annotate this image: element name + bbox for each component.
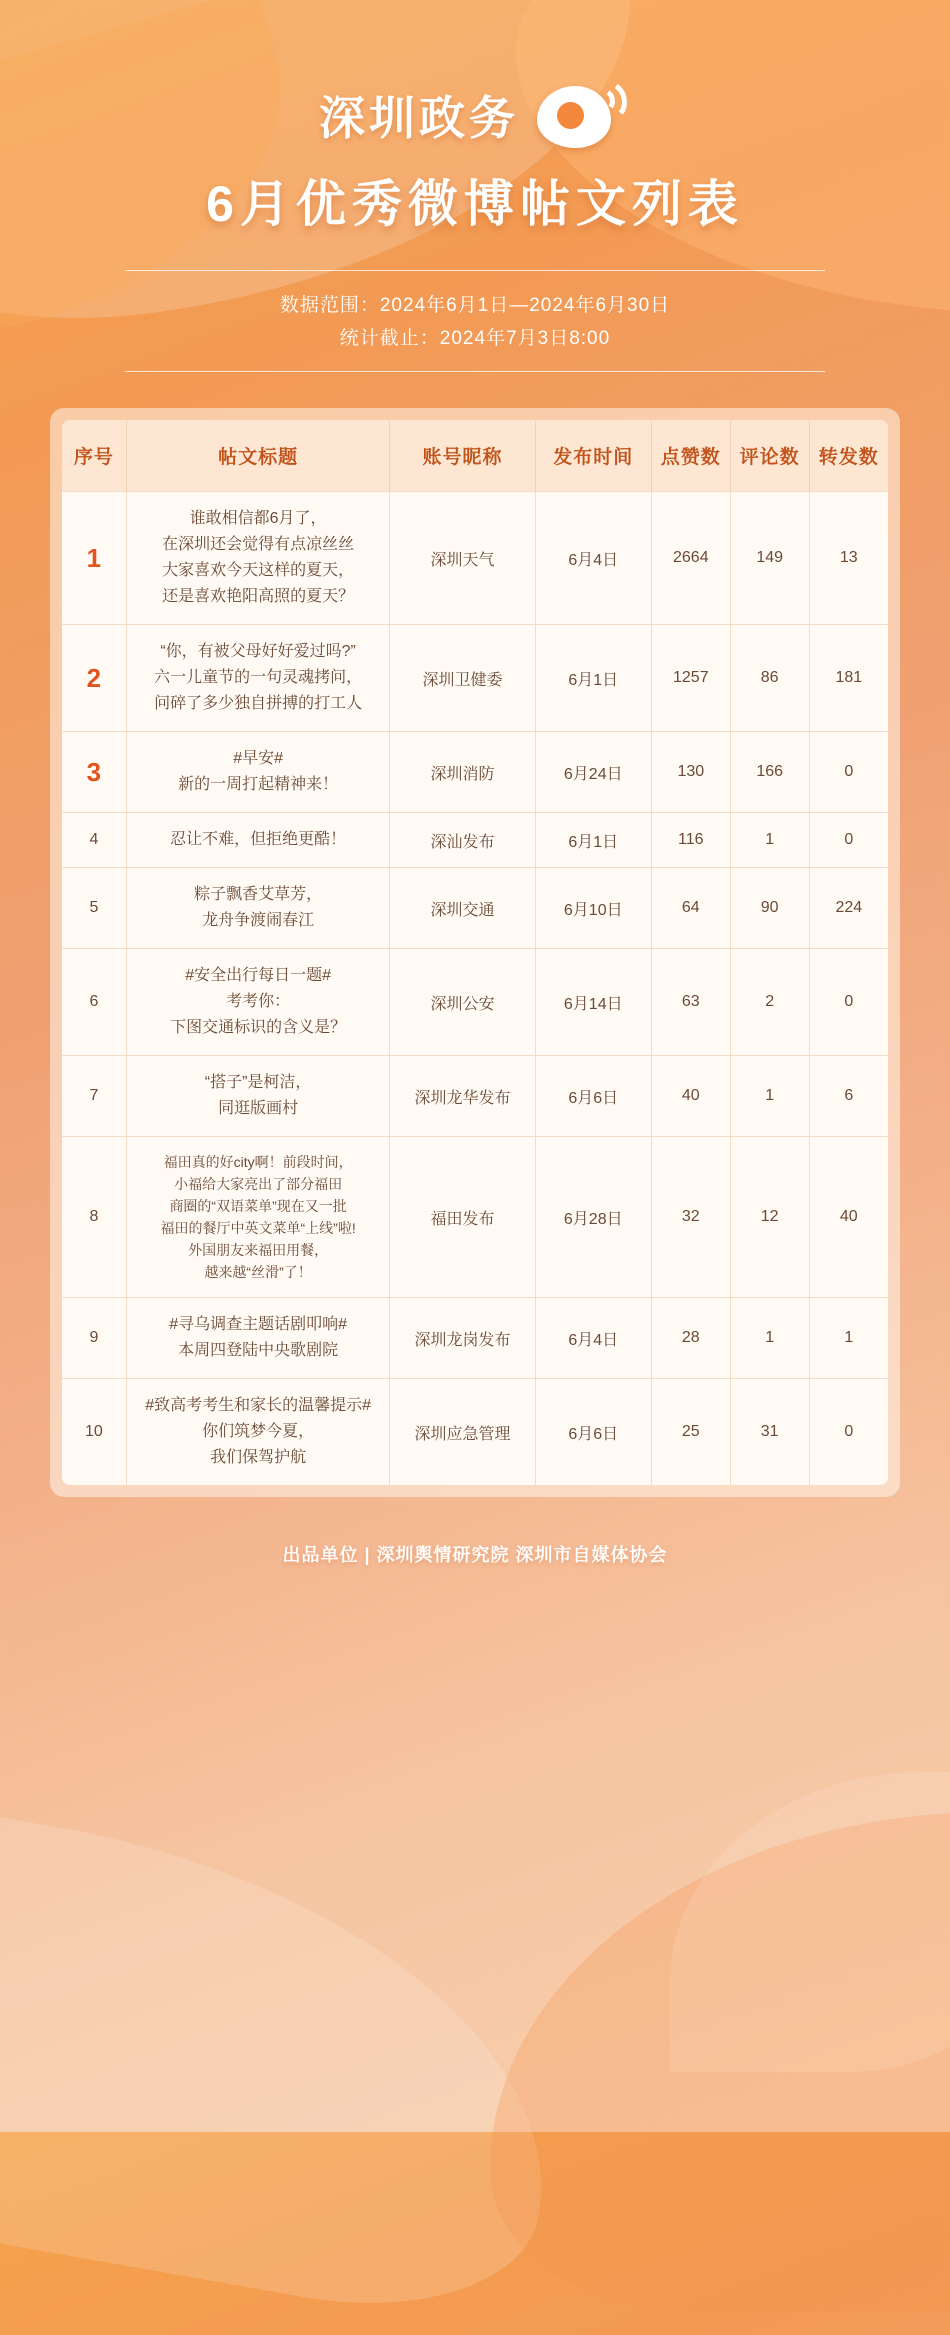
- column-header-date: 发布时间: [535, 420, 651, 492]
- cell-account-name: 深圳卫健委: [390, 625, 535, 732]
- cell-publish-date: 6月6日: [535, 1379, 651, 1486]
- cell-rank: 10: [62, 1379, 126, 1486]
- cell-account-name: 深圳应急管理: [390, 1379, 535, 1486]
- cell-rank: 7: [62, 1056, 126, 1137]
- cell-comments-count: 166: [730, 732, 809, 813]
- cell-post-title: “搭子”是柯洁， 同逛版画村: [126, 1056, 390, 1137]
- cell-reposts-count: 40: [809, 1137, 888, 1298]
- posts-table: [62, 420, 888, 1485]
- cell-post-title: 福田真的好city啊！前段时间， 小福给大家亮出了部分福田 商圈的“双语菜单”现在又一批 福田的餐厅中英文菜单“上线”啦! 外国朋友来福田用餐， 越来越“丝滑”了！: [126, 1137, 390, 1298]
- table-card: [50, 408, 900, 1497]
- poster-header: [0, 0, 950, 372]
- page-title: 深圳政务: [319, 92, 519, 144]
- cell-rank: 5: [62, 868, 126, 949]
- cell-reposts-count: 0: [809, 949, 888, 1056]
- cell-publish-date: 6月1日: [535, 813, 651, 868]
- cell-post-title: 粽子飘香艾草芳， 龙舟争渡闹春江: [126, 868, 390, 949]
- cell-post-title: 谁敢相信都6月了， 在深圳还会觉得有点凉丝丝 大家喜欢今天这样的夏天， 还是喜欢艳阳高照的夏天？: [126, 492, 390, 625]
- cell-account-name: 深圳公安: [390, 949, 535, 1056]
- cell-comments-count: 12: [730, 1137, 809, 1298]
- cell-account-name: 深圳龙华发布: [390, 1056, 535, 1137]
- cell-rank: 3: [62, 732, 126, 813]
- cell-reposts-count: 0: [809, 1379, 888, 1486]
- poster-footer: 出品单位 | 深圳舆情研究院 深圳市自媒体协会: [282, 1545, 668, 1565]
- cell-comments-count: 149: [730, 492, 809, 625]
- cell-post-title: #致高考考生和家长的温馨提示# 你们筑梦今夏， 我们保驾护航: [126, 1379, 390, 1486]
- title-row: [0, 78, 950, 152]
- cell-comments-count: 86: [730, 625, 809, 732]
- cell-likes-count: 28: [651, 1298, 730, 1379]
- page-subtitle: 6月优秀微博帖文列表: [206, 176, 744, 232]
- table-header-row: [62, 420, 888, 492]
- data-range-text: 数据范围：2024年6月1日—2024年6月30日: [279, 295, 671, 316]
- cell-comments-count: 1: [730, 1056, 809, 1137]
- cell-likes-count: 2664: [651, 492, 730, 625]
- cell-account-name: 福田发布: [390, 1137, 535, 1298]
- cell-account-name: 深圳龙岗发布: [390, 1298, 535, 1379]
- table-row: [62, 1137, 888, 1298]
- cell-reposts-count: 0: [809, 813, 888, 868]
- cell-comments-count: 90: [730, 868, 809, 949]
- cell-publish-date: 6月1日: [535, 625, 651, 732]
- cell-reposts-count: 6: [809, 1056, 888, 1137]
- cell-likes-count: 116: [651, 813, 730, 868]
- table-row: [62, 949, 888, 1056]
- table-body: [62, 492, 888, 1486]
- cell-reposts-count: 0: [809, 732, 888, 813]
- cell-account-name: 深圳天气: [390, 492, 535, 625]
- table-row: [62, 732, 888, 813]
- table-row: [62, 492, 888, 625]
- cell-reposts-count: 13: [809, 492, 888, 625]
- cell-post-title: #早安# 新的一周打起精神来！: [126, 732, 390, 813]
- column-header-comments: 评论数: [730, 420, 809, 492]
- cell-likes-count: 130: [651, 732, 730, 813]
- cell-publish-date: 6月6日: [535, 1056, 651, 1137]
- cell-reposts-count: 1: [809, 1298, 888, 1379]
- table-row: [62, 1298, 888, 1379]
- meta-block: [125, 270, 825, 372]
- column-header-account: 账号昵称: [390, 420, 535, 492]
- cell-publish-date: 6月10日: [535, 868, 651, 949]
- cell-likes-count: 25: [651, 1379, 730, 1486]
- cell-publish-date: 6月14日: [535, 949, 651, 1056]
- cell-account-name: 深汕发布: [390, 813, 535, 868]
- table-row: [62, 813, 888, 868]
- column-header-likes: 点赞数: [651, 420, 730, 492]
- table-row: [62, 1379, 888, 1486]
- table-row: [62, 625, 888, 732]
- cell-likes-count: 1257: [651, 625, 730, 732]
- cell-reposts-count: 224: [809, 868, 888, 949]
- column-header-reposts: 转发数: [809, 420, 888, 492]
- cell-comments-count: 1: [730, 1298, 809, 1379]
- cell-likes-count: 64: [651, 868, 730, 949]
- table-row: [62, 1056, 888, 1137]
- cell-post-title: #寻乌调查主题话剧叩响# 本周四登陆中央歌剧院: [126, 1298, 390, 1379]
- cell-account-name: 深圳消防: [390, 732, 535, 813]
- table-row: [62, 868, 888, 949]
- statistics-cutoff-text: 统计截止：2024年7月3日8:00: [339, 328, 611, 349]
- cell-likes-count: 40: [651, 1056, 730, 1137]
- cell-comments-count: 1: [730, 813, 809, 868]
- weibo-eye-icon: [535, 78, 631, 152]
- cell-rank: 6: [62, 949, 126, 1056]
- column-header-title: 帖文标题: [126, 420, 390, 492]
- cell-publish-date: 6月24日: [535, 732, 651, 813]
- cell-rank: 8: [62, 1137, 126, 1298]
- cell-comments-count: 31: [730, 1379, 809, 1486]
- cell-account-name: 深圳交通: [390, 868, 535, 949]
- cell-rank: 9: [62, 1298, 126, 1379]
- cell-publish-date: 6月28日: [535, 1137, 651, 1298]
- cell-reposts-count: 181: [809, 625, 888, 732]
- cell-comments-count: 2: [730, 949, 809, 1056]
- cell-rank: 1: [62, 492, 126, 625]
- table-header: [62, 420, 888, 492]
- cell-post-title: “你，有被父母好好爱过吗?” 六一儿童节的一句灵魂拷问， 问碎了多少独自拼搏的打工人: [126, 625, 390, 732]
- cell-likes-count: 63: [651, 949, 730, 1056]
- column-header-rank: 序号: [62, 420, 126, 492]
- cell-rank: 2: [62, 625, 126, 732]
- cell-post-title: #安全出行每日一题# 考考你： 下图交通标识的含义是？: [126, 949, 390, 1056]
- cell-publish-date: 6月4日: [535, 1298, 651, 1379]
- cell-likes-count: 32: [651, 1137, 730, 1298]
- cell-post-title: 忍让不难，但拒绝更酷！: [126, 813, 390, 868]
- cell-publish-date: 6月4日: [535, 492, 651, 625]
- cell-rank: 4: [62, 813, 126, 868]
